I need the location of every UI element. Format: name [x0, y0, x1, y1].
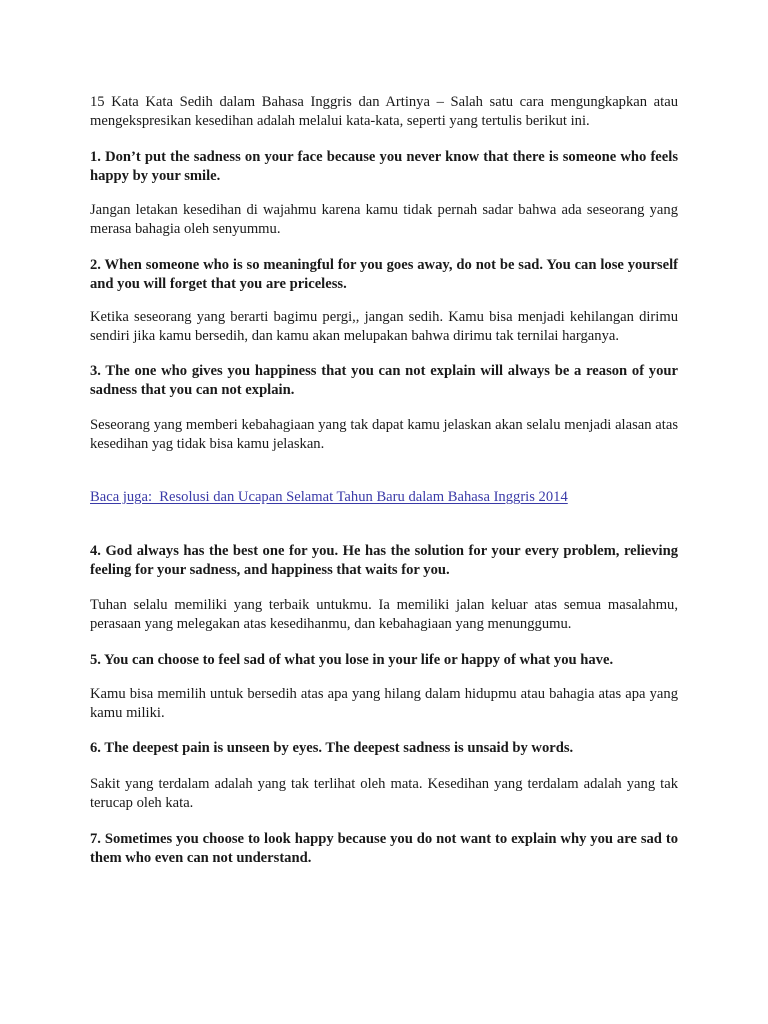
read-also-line — [90, 488, 678, 507]
quote-4-english: 4. God always has the best one for you. He has the solution for your every problem, relieving feeling for your sadness, and happiness that waits for you. — [90, 543, 678, 578]
intro-paragraph: 15 Kata Kata Sedih dalam Bahasa Inggris dan Artinya – Salah satu cara mengungkapkan atau mengekspresikan kesedihan adalah melalui kata-kata, seperti yang tertulis berikut ini. — [90, 94, 678, 129]
quote-2-translation: Ketika seseorang yang berarti bagimu pergi,, jangan sedih. Kamu bisa menjadi kehilangan dirimu sendiri jika kamu bersedih, dan kamu akan melupakan bahwa dirimu tak ternilai harganya. — [90, 309, 678, 344]
quote-4-translation: Tuhan selalu memiliki yang terbaik untukmu. Ia memiliki jalan keluar atas semua masalahmu, perasaan yang melegakan atas kesedihanmu, dan kebahagiaan yang menunggumu. — [90, 597, 678, 632]
quote-1-english: 1. Don’t put the sadness on your face because you never know that there is someone who feels happy by your smile. — [90, 149, 678, 184]
quote-6-translation: Sakit yang terdalam adalah yang tak terlihat oleh mata. Kesedihan yang terdalam adalah yang tak terucap oleh kata. — [90, 776, 678, 811]
read-also-link[interactable]: Baca juga: Resolusi dan Ucapan Selamat Tahun Baru dalam Bahasa Inggris 2014 — [90, 489, 568, 505]
quote-6-english: 6. The deepest pain is unseen by eyes. The deepest sadness is unsaid by words. — [90, 740, 574, 756]
quote-1-translation: Jangan letakan kesedihan di wajahmu karena kamu tidak pernah sadar bahwa ada seseorang yang merasa bahagia oleh senyummu. — [90, 202, 678, 237]
quote-2-english: 2. When someone who is so meaningful for you goes away, do not be sad. You can lose yourself and you will forget that you are priceless. — [90, 257, 678, 292]
quote-3-translation: Seseorang yang memberi kebahagiaan yang tak dapat kamu jelaskan akan selalu menjadi alasan atas kesedihan yag tidak bisa kamu jelaskan. — [90, 417, 678, 452]
quote-5-translation: Kamu bisa memilih untuk bersedih atas apa yang hilang dalam hidupmu atau bahagia atas apa yang kamu miliki. — [90, 686, 678, 721]
quote-5-english: 5. You can choose to feel sad of what you lose in your life or happy of what you have. — [90, 652, 614, 668]
quote-3-english: 3. The one who gives you happiness that you can not explain will always be a reason of your sadness that you can not explain. — [90, 363, 678, 398]
quote-7-english: 7. Sometimes you choose to look happy because you do not want to explain why you are sad to them who even can not understand. — [90, 831, 678, 866]
